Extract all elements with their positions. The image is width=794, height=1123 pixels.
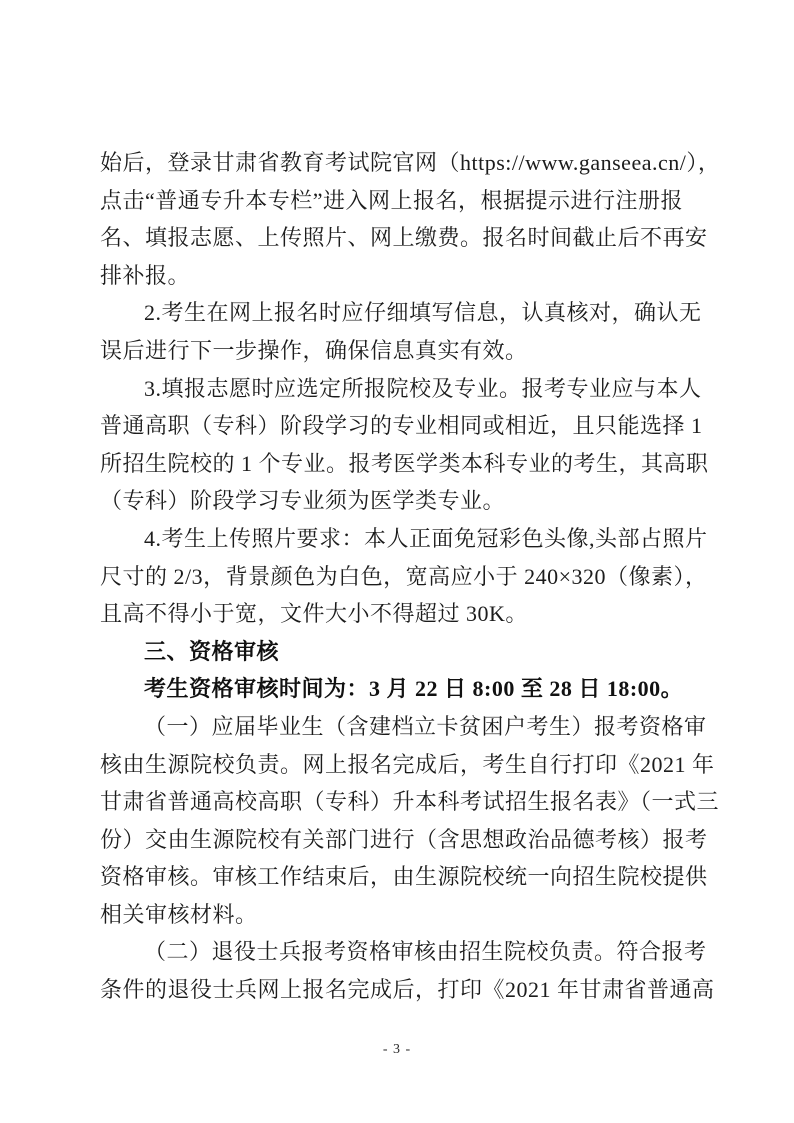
audit-time-line: 考生资格审核时间为：3 月 22 日 8:00 至 28 日 18:00。 <box>144 676 684 702</box>
body-line: （专科）阶段学习专业须为医学类专业。 <box>100 488 506 514</box>
body-line: 4.考生上传照片要求：本人正面免冠彩色头像,头部占照片 <box>144 525 708 551</box>
document-body <box>100 144 721 1009</box>
body-line: 普通高职（专科）阶段学习的专业相同或相近，且只能选择 1 <box>100 413 703 439</box>
body-line: 甘肃省普通高校高职（专科）升本科考试招生报名表》（一式三 <box>100 789 720 815</box>
body-line: 资格审核。审核工作结束后，由生源院校统一向招生院校提供 <box>100 864 708 890</box>
body-line: 且高不得小于宽，文件大小不得超过 30K。 <box>100 601 528 627</box>
body-line: 误后进行下一步操作，确保信息真实有效。 <box>100 337 528 363</box>
body-line: 点击“普通专升本专栏”进入网上报名，根据提示进行注册报 <box>100 187 684 213</box>
body-line: 所招生院校的 1 个专业。报考医学类本科专业的考生，其高职 <box>100 450 709 476</box>
body-line: 份）交由生源院校有关部门进行（含思想政治品德考核）报考 <box>100 826 708 852</box>
body-line: 名、填报志愿、上传照片、网上缴费。报名时间截止后不再安 <box>100 225 708 251</box>
body-line: 相关审核材料。 <box>100 901 258 927</box>
page-number: - 3 - <box>382 1042 412 1057</box>
body-line: 始后，登录甘肃省教育考试院官网（https://www.ganseea.cn/）， <box>100 150 721 175</box>
body-line: （一）应届毕业生（含建档立卡贫困户考生）报考资格审 <box>144 713 707 739</box>
body-line: 尺寸的 2/3，背景颜色为白色，宽高应小于 240×320（像素）， <box>100 563 708 589</box>
body-line: 2.考生在网上报名时应仔细填写信息，认真核对，确认无 <box>144 300 702 326</box>
section-heading: 三、资格审核 <box>144 638 280 664</box>
body-line: （二）退役士兵报考资格审核由招生院校负责。符合报考 <box>144 939 707 965</box>
body-line: 3.填报志愿时应选定所报院校及专业。报考专业应与本人 <box>144 375 702 401</box>
body-line: 核由生源院校负责。网上报名完成后，考生自行打印《2021 年 <box>100 751 715 777</box>
body-line: 条件的退役士兵网上报名完成后，打印《2021 年甘肃省普通高 <box>100 977 715 1003</box>
body-line: 排补报。 <box>100 262 191 288</box>
